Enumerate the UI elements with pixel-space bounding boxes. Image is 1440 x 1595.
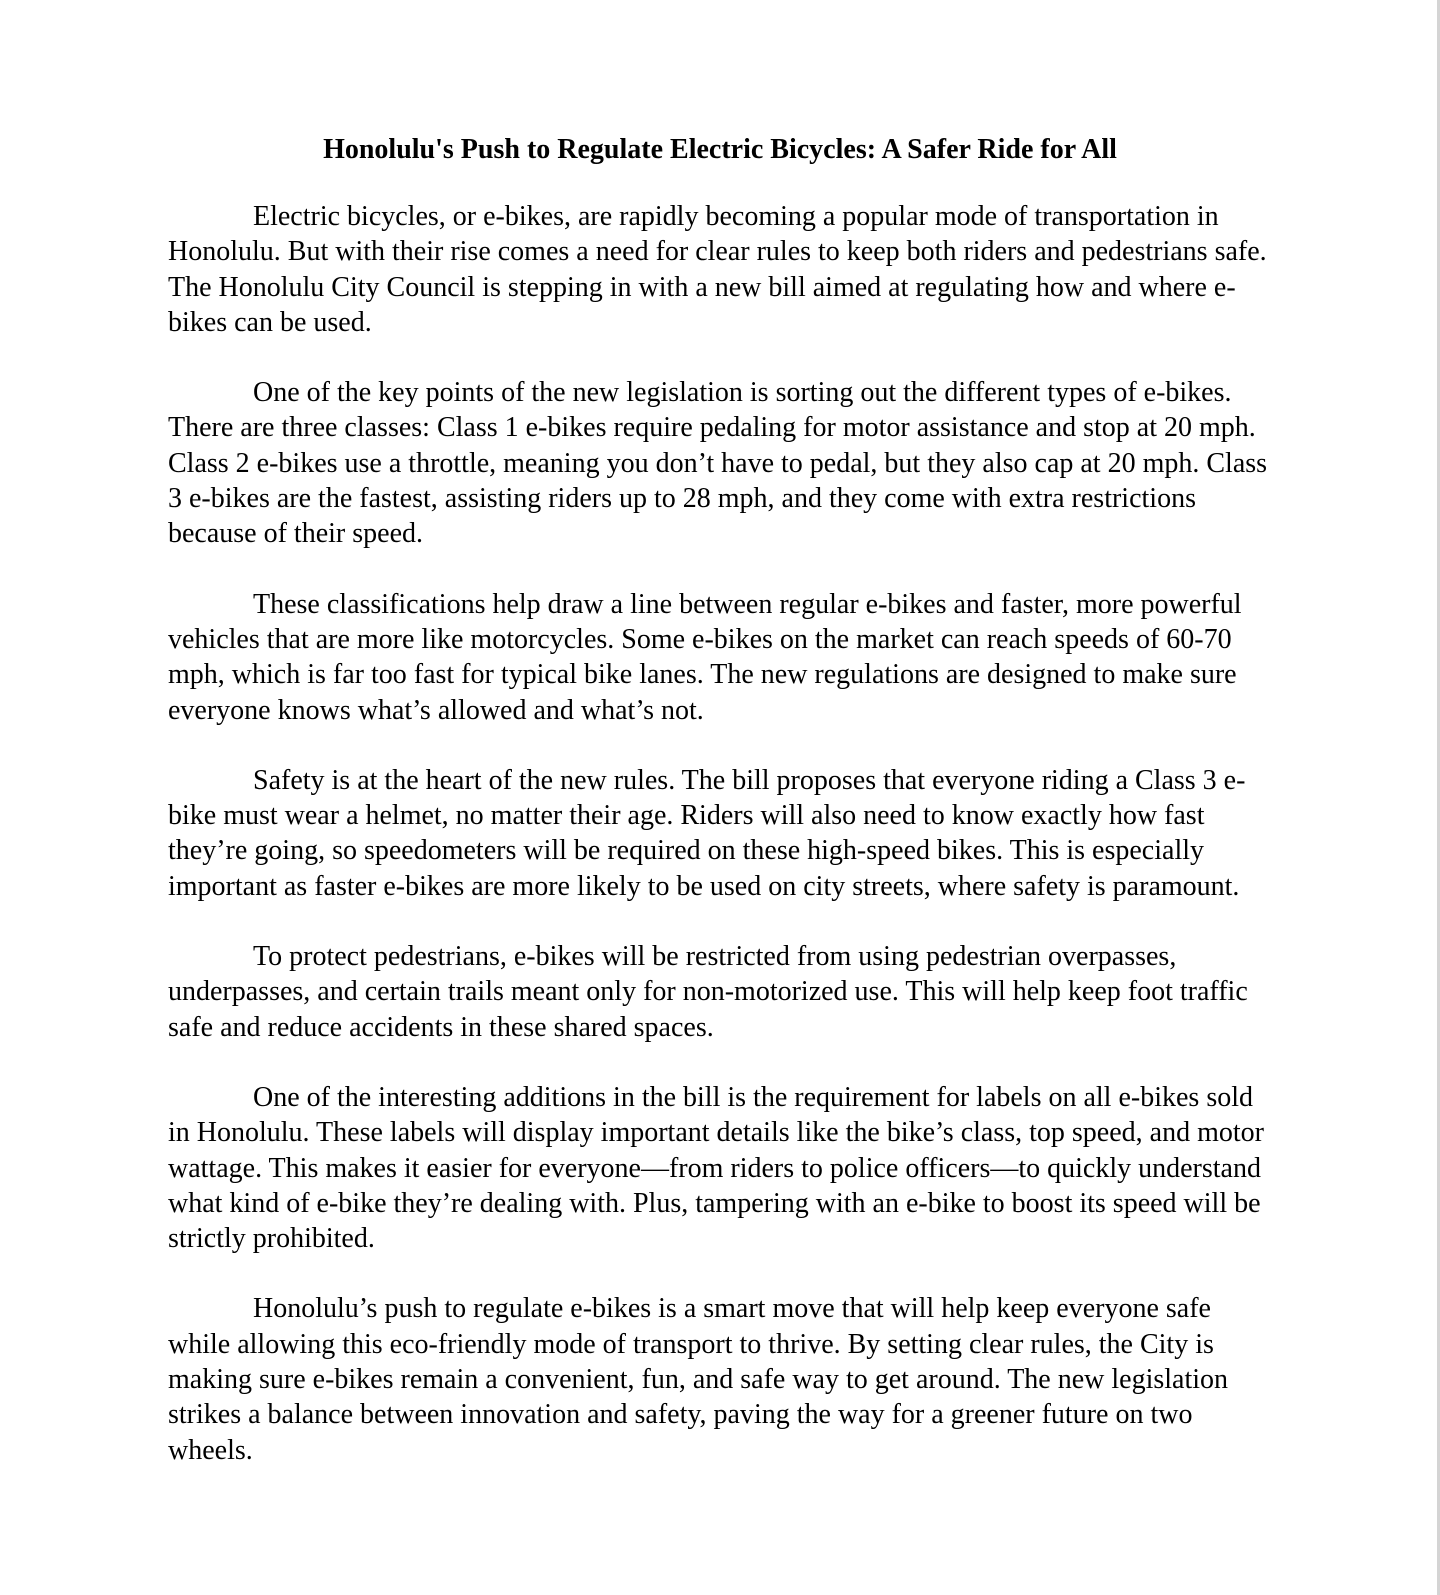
paragraph-intro: Electric bicycles, or e-bikes, are rapidly becoming a popular mode of transportation in Honolulu. But with their rise comes a need for clear rules to keep both riders and pedestrians safe. The Honolulu City Council is stepping in with a new bill aimed at regulating how and where e-bikes can be used.: [168, 201, 1267, 338]
document-title: Honolulu's Push to Regulate Electric Bicycles: A Safer Ride for All: [323, 134, 1117, 165]
paragraph-pedestrians: To protect pedestrians, e-bikes will be restricted from using pedestrian overpasses, underpasses, and certain trails meant only for non-motorized use. This will help keep foot traffic safe and reduce accidents in these shared spaces.: [168, 941, 1248, 1043]
document-body: [168, 199, 1278, 1503]
paragraph-labels: One of the interesting additions in the bill is the requirement for labels on all e-bikes sold in Honolulu. These labels will display important details like the bike’s class, top speed, and motor wattage. This makes it easier for everyone—from riders to police officers—to quickly understand what kind of e-bike they’re dealing with. Plus, tampering with an e-bike to boost its speed will be strictly prohibited.: [168, 1081, 1264, 1255]
paragraph-classifications: These classifications help draw a line between regular e-bikes and faster, more powerful vehicles that are more like motorcycles. Some e-bikes on the market can reach speeds of 60-70 mph, which is far too fast for typical bike lanes. The new regulations are designed to make sure everyone knows what’s allowed and what’s not.: [168, 588, 1242, 726]
paragraph-classes: One of the key points of the new legislation is sorting out the different types of e-bikes. There are three classes: Class 1 e-bikes require pedaling for motor assistance and stop at 20 mph. Class 2 e-bikes use a throttle, meaning you don’t have to pedal, but they also cap at 20 mph. Class 3 e-bikes are the fastest, assisting riders up to 28 mph, and they come with extra restrictions because of their speed.: [168, 377, 1268, 550]
paragraph-conclusion: Honolulu’s push to regulate e-bikes is a smart move that will help keep everyone safe while allowing this eco-friendly mode of transport to thrive. By setting clear rules, the City is making sure e-bikes remain a convenient, fun, and safe way to get around. The new legislation strikes a balance between innovation and safety, paving the way for a greener future on two wheels.: [168, 1293, 1229, 1466]
paragraph-safety: Safety is at the heart of the new rules. The bill proposes that everyone riding a Class 3 e-bike must wear a helmet, no matter their age. Riders will also need to know exactly how fast they’re going, so speedometers will be required on these high-speed bikes. This is especially important as faster e-bikes are more likely to be used on city streets, where safety is paramount.: [168, 764, 1246, 902]
